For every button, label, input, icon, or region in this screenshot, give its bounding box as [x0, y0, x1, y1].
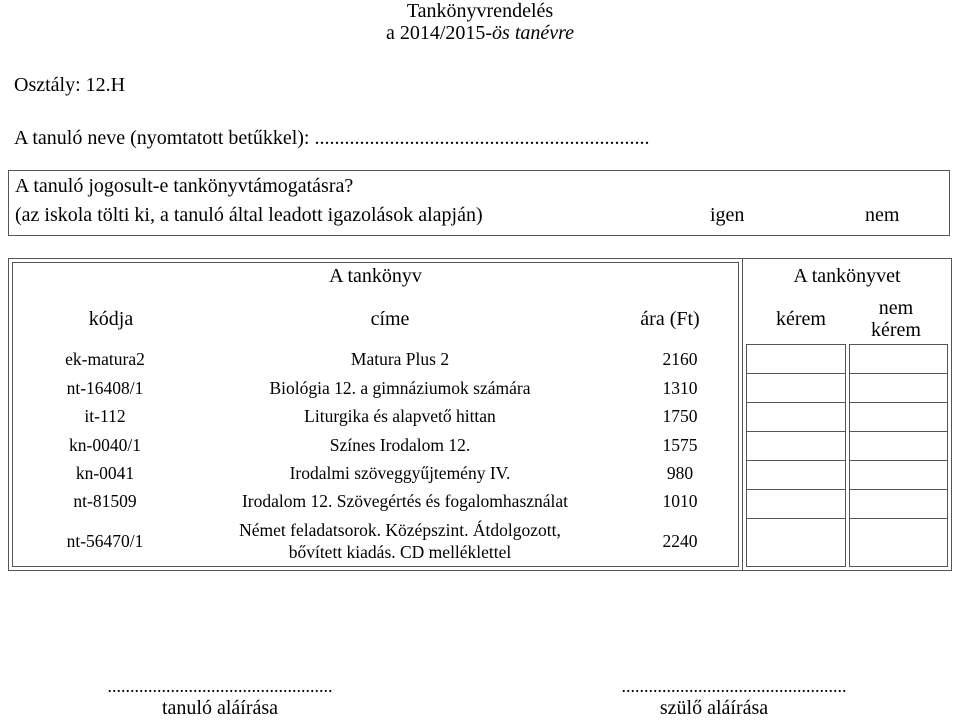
row-title: Matura Plus 2	[350, 349, 450, 369]
eligibility-question: A tanuló jogosult-e tankönyvtámogatásra?	[15, 175, 354, 197]
header-price: ára (Ft)	[640, 308, 700, 330]
header-code: kódja	[88, 308, 134, 330]
row-code: nt-16408/1	[66, 378, 144, 398]
eligibility-box	[8, 170, 950, 236]
request-checkbox[interactable]	[746, 344, 846, 374]
header-no-request-line1: nem	[878, 297, 914, 319]
row-code: kn-0040/1	[69, 435, 141, 455]
no-request-checkbox[interactable]	[849, 344, 948, 374]
request-checkbox[interactable]	[746, 431, 846, 461]
row-title: Színes Irodalom 12.	[329, 435, 471, 455]
row-title-line1: Német feladatsorok. Középszint. Átdolgozott,	[239, 520, 561, 540]
student-signature-line[interactable]: ..................................................	[107, 676, 333, 696]
row-code: nt-56470/1	[66, 531, 144, 551]
row-price: 2160	[662, 349, 698, 369]
row-title: Irodalmi szöveggyűjtemény IV.	[289, 463, 511, 483]
header-no-request-line2: kérem	[871, 319, 921, 341]
row-price: 1010	[662, 491, 698, 511]
row-title	[190, 519, 610, 563]
header-order: A tankönyvet	[793, 265, 901, 287]
request-checkbox[interactable]	[746, 402, 846, 432]
row-price: 1750	[662, 406, 698, 426]
student-name-line[interactable]: A tanuló neve (nyomtatott betűkkel): ...................................................................	[14, 127, 650, 149]
header-book: A tankönyv	[329, 265, 422, 287]
parent-signature-line[interactable]: ..................................................	[621, 676, 847, 696]
header-request: kérem	[776, 308, 826, 330]
row-title-line2: bővített kiadás. CD melléklettel	[288, 542, 512, 562]
page-title: Tankönyvrendelés	[406, 0, 554, 22]
request-checkbox[interactable]	[746, 460, 846, 490]
parent-signature-label: szülő aláírása	[659, 697, 769, 719]
eligibility-no-option[interactable]: nem	[865, 204, 900, 226]
row-code: it-112	[84, 406, 126, 426]
row-code: nt-81509	[73, 491, 137, 511]
no-request-checkbox[interactable]	[849, 373, 948, 403]
no-request-checkbox[interactable]	[849, 431, 948, 461]
no-request-checkbox[interactable]	[849, 489, 948, 519]
header-no-request	[846, 297, 946, 341]
no-request-checkbox[interactable]	[849, 460, 948, 490]
page-subtitle	[0, 22, 960, 45]
student-signature-label: tanuló aláírása	[161, 697, 279, 719]
request-checkbox[interactable]	[746, 518, 846, 567]
row-price: 1310	[662, 378, 698, 398]
row-code: ek-matura2	[65, 349, 145, 369]
request-checkbox[interactable]	[746, 373, 846, 403]
row-price: 980	[666, 463, 694, 483]
eligibility-yes-option[interactable]: igen	[710, 204, 745, 226]
row-price: 2240	[662, 531, 698, 551]
row-title: Liturgika és alapvető hittan	[304, 406, 496, 426]
eligibility-note: (az iskola tölti ki, a tanuló által leadott igazolások alapján)	[15, 204, 483, 226]
request-checkbox[interactable]	[746, 489, 846, 519]
subtitle-suffix: ös tanévre	[492, 22, 575, 44]
row-price: 1575	[662, 435, 698, 455]
no-request-checkbox[interactable]	[849, 402, 948, 432]
header-title: címe	[370, 308, 410, 330]
row-title: Biológia 12. a gimnáziumok számára	[269, 378, 531, 398]
no-request-checkbox[interactable]	[849, 518, 948, 567]
subtitle-prefix: a 2014/2015-	[385, 22, 493, 44]
row-code: kn-0041	[75, 463, 135, 483]
class-line: Osztály: 12.H	[14, 74, 126, 96]
row-title: Irodalom 12. Szövegértés és fogalomhasználat	[241, 491, 569, 511]
